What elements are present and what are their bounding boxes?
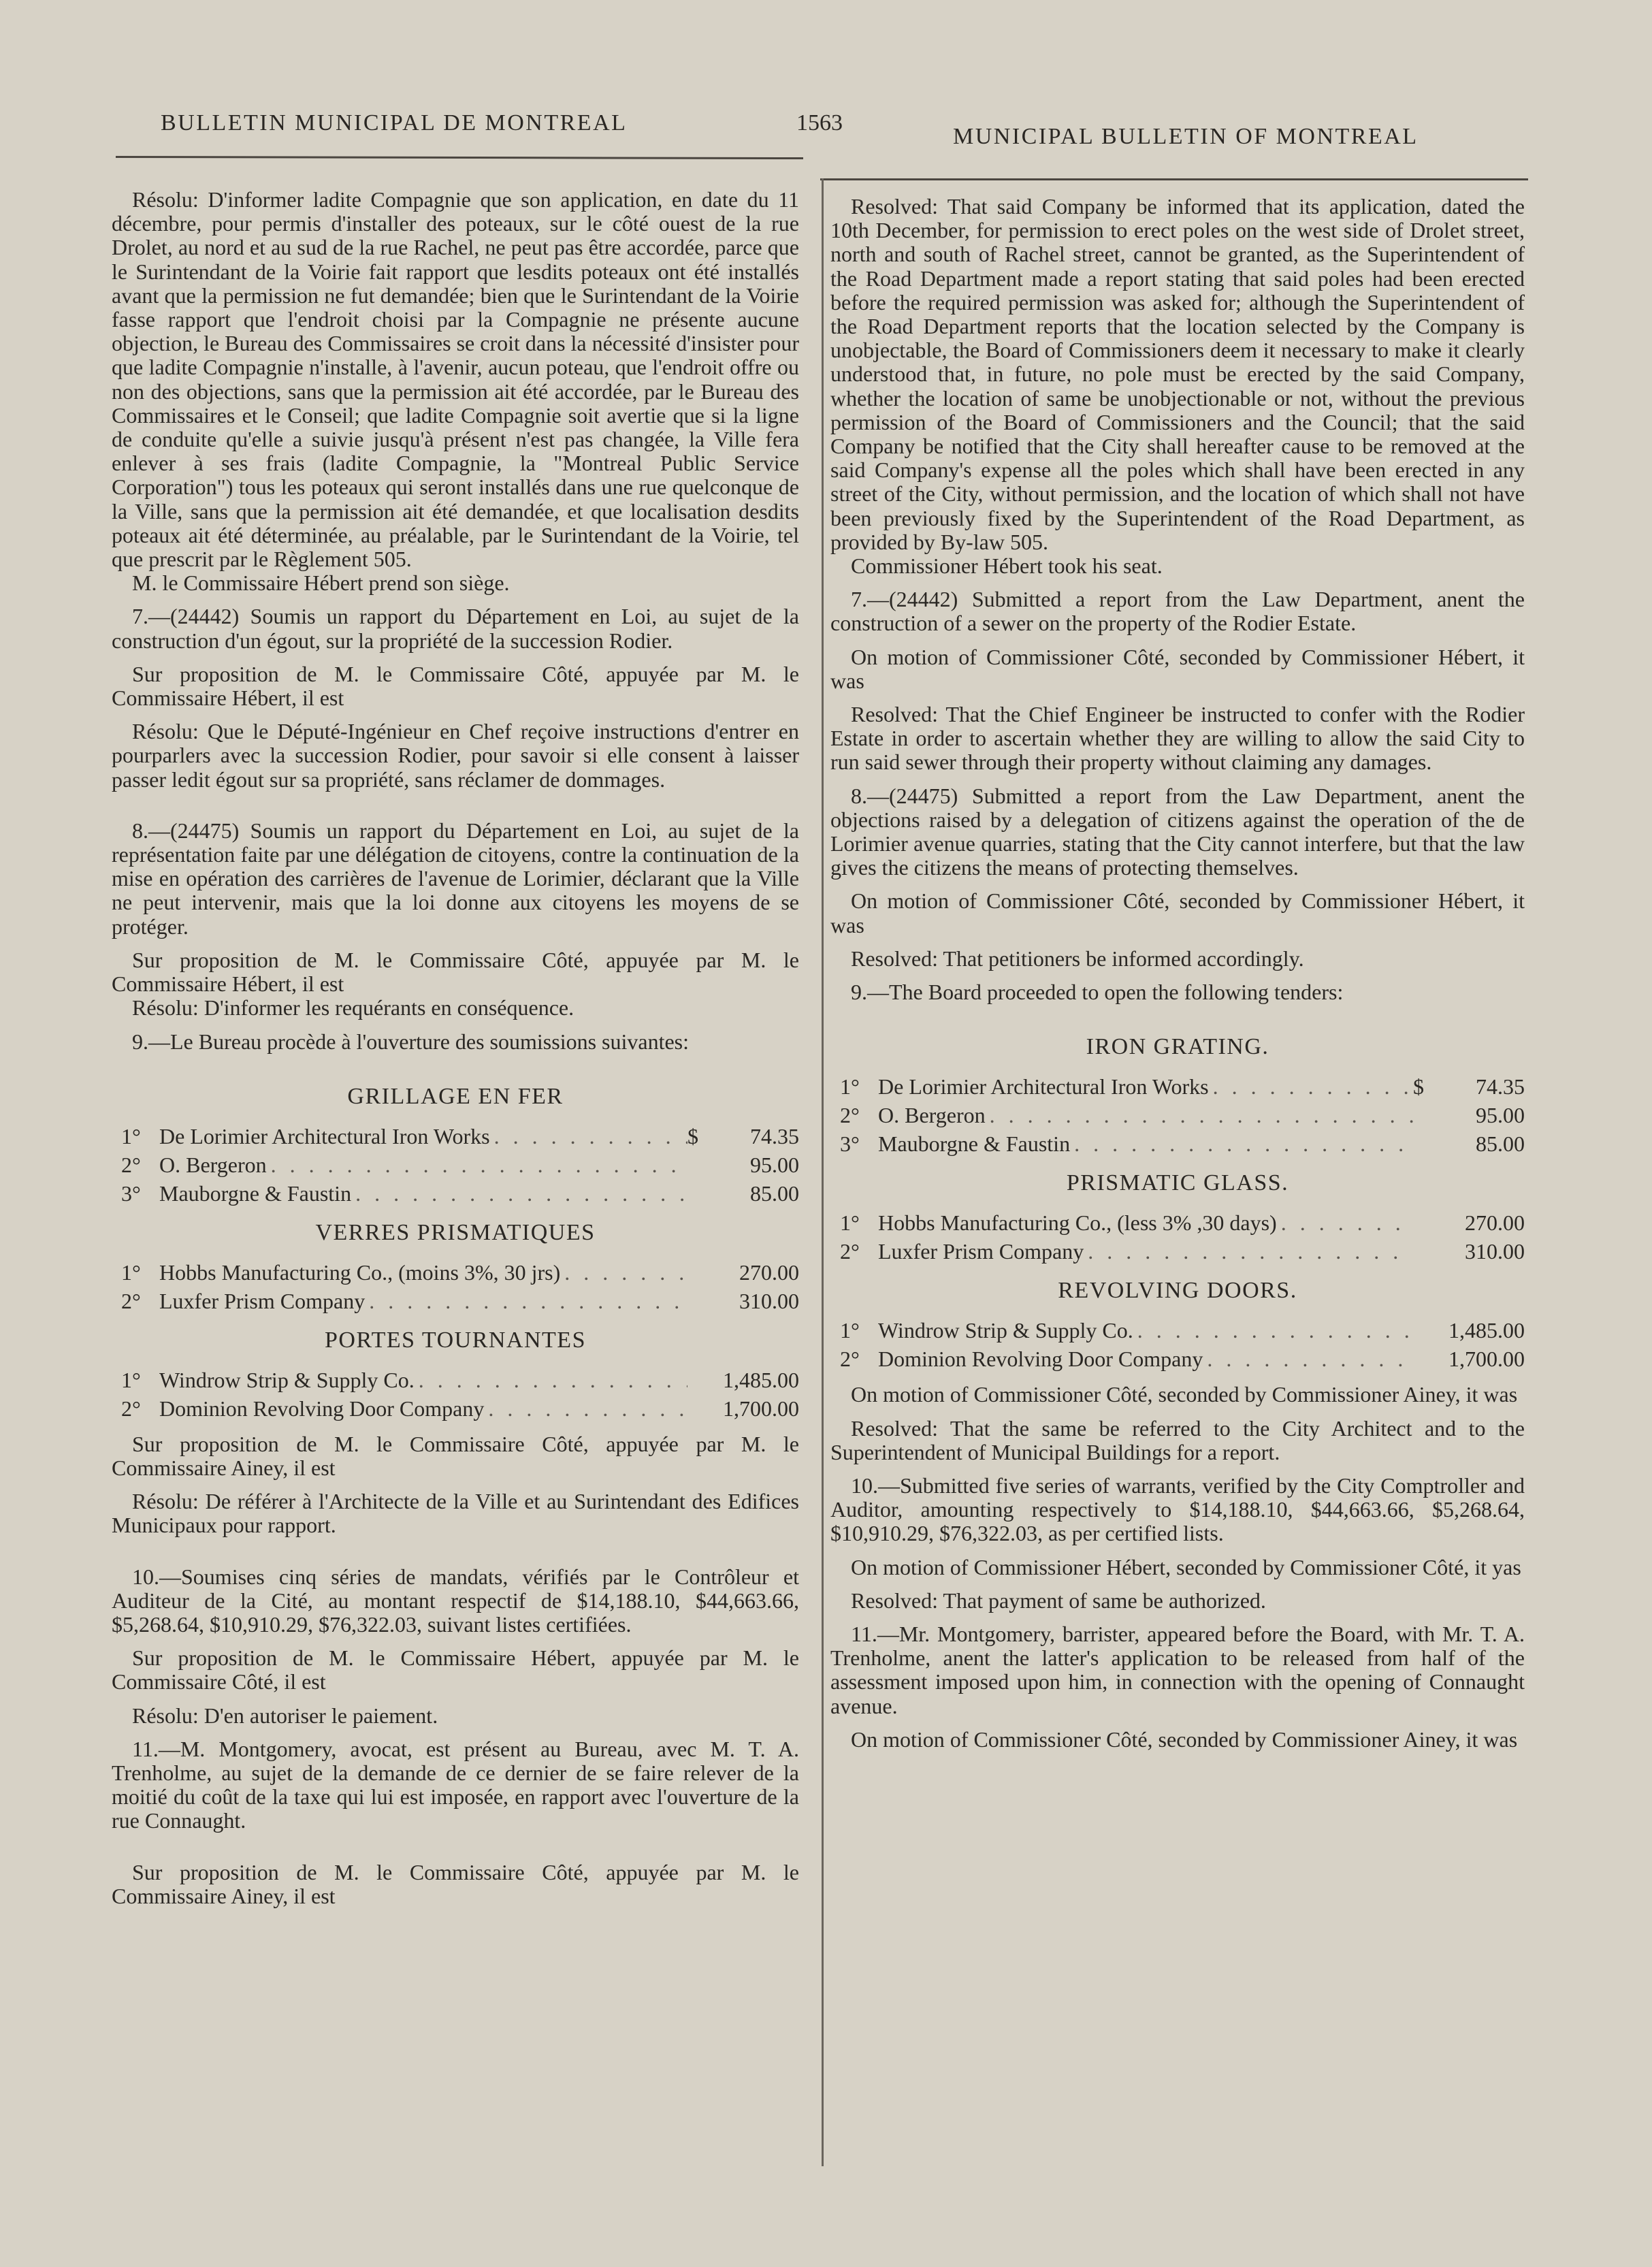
- paragraph: Sur proposition de M. le Commissaire Côté, appuyée par M. le Commissaire Hébert, il est: [112, 661, 799, 711]
- tender-row: 2° Luxfer Prism Company . . . 310.00: [112, 1287, 799, 1315]
- paragraph: On motion of Commissioner Côté, seconded by Commissioner Hébert, it was: [830, 888, 1525, 937]
- paragraph: On motion of Commissioner Côté, seconded by Commissioner Ainey, it was: [851, 1382, 1518, 1407]
- paragraph: Resolved: That said Company be informed that its application, dated the 10th December, for permission to erect poles on the west side of Drolet street, north and south of Rachel street, cannot be granted, as the Superintendent of the Road Department made a report stating that said poles had been erected before the required permission was asked for; although the Superintendent of the Road Department reports that the location selected by the Company is unobjectable, the Board of Commissioners deem it necessary to make it clearly understood that, in future, no pole must be erected by the said Company, whether the location of same be unobjectionable or not, without the previous permission of the Board of Commissioners and the Council; that the said Company be notified that the City shall hereafter cause to be removed at the said Company's expense all the poles which shall have been erected in any street of the City, without permission, and the location of which shall not have been previously fixed by the Superintendent of the Road Department, as provided by By-law 505.: [830, 194, 1525, 554]
- paragraph: Commissioner Hébert took his seat.: [851, 553, 1163, 579]
- column-divider: [822, 178, 824, 2166]
- paragraph: Résolu: D'en autoriser le paiement.: [132, 1703, 438, 1728]
- tender-row: 2° Dominion Revolving Door Company . . . 1,700.00: [112, 1394, 799, 1423]
- paragraph: 8.—(24475) Soumis un rapport du Département en Loi, au sujet de la représentation faite par une délégation de citoyens, contre la continuation de la mise en opération des carrières de l'avenue de Lorimier, déclarant que la Ville ne peut intervenir, mais que la loi donne aux citoyens les moyens de se protéger.: [112, 818, 799, 939]
- section-heading: GRILLAGE EN FER: [347, 1083, 564, 1109]
- paragraph: On motion of Commissioner Côté, seconded by Commissioner Ainey, it was: [851, 1726, 1518, 1752]
- section-heading: IRON GRATING.: [1086, 1034, 1269, 1060]
- tender-row: 3° Mauborgne & Faustin . . . 85.00: [112, 1179, 799, 1208]
- tender-row: 2° Dominion Revolving Door Company . . . 1,700.00: [830, 1345, 1525, 1373]
- tender-row: 1° Hobbs Manufacturing Co., (moins 3%, 30 jrs) . . . 270.00: [112, 1258, 799, 1287]
- paragraph: On motion of Commissioner Hébert, seconded by Commissioner Côté, it yas: [851, 1554, 1521, 1579]
- paragraph: Résolu: De référer à l'Architecte de la Ville et au Surintendant des Edifices Municipaux pour rapport.: [112, 1489, 799, 1538]
- paragraph: Sur proposition de M. le Commissaire Côté, appuyée par M. le Commissaire Ainey, il est: [112, 1431, 799, 1480]
- paragraph: 11.—Mr. Montgomery, barrister, appeared before the Board, with Mr. T. A. Trenholme, anent the latter's application to be released from half of the assessment imposed upon him, in connection with the opening of Connaught avenue.: [830, 1621, 1525, 1718]
- header-french-title: BULLETIN MUNICIPAL DE MONTREAL: [161, 110, 628, 135]
- paragraph: 10.—Submitted five series of warrants, verified by the City Comptroller and Auditor, amounting respectively to $14,188.10, $44,663.66, $5,268.64, $10,910.29, $76,322.03, as per certified lists.: [830, 1473, 1525, 1546]
- tender-row: 1° De Lorimier Architectural Iron Works . . . $ 74.35: [830, 1072, 1525, 1101]
- paragraph: Resolved: That payment of same be authorized.: [851, 1588, 1266, 1613]
- section-heading: REVOLVING DOORS.: [1058, 1278, 1297, 1304]
- section-heading: PORTES TOURNANTES: [325, 1327, 586, 1353]
- tender-row: 2° O. Bergeron . . . 95.00: [112, 1151, 799, 1179]
- paragraph: 7.—(24442) Submitted a report from the Law Department, anent the construction of a sewer on the property of the Rodier Estate.: [830, 587, 1525, 636]
- paragraph: 10.—Soumises cinq séries de mandats, vérifiés par le Contrôleur et Auditeur de la Cité, au montant respectif de $14,188.10, $44,663.66, $5,268.64, $10,910.29, $76,322.03, suivant listes certifiées.: [112, 1564, 799, 1637]
- english-column: [830, 195, 1525, 1752]
- french-column: [112, 188, 799, 1908]
- paragraph: Résolu: Que le Député-Ingénieur en Chef reçoive instructions d'entrer en pourparlers avec la succession Rodier, pour savoir si elle consent à laisser passer ledit égout sur sa propriété, sans réclamer de dommages.: [112, 719, 799, 792]
- header-rule-left: [116, 156, 803, 159]
- tender-row: 1° Windrow Strip & Supply Co. . . . 1,485.00: [830, 1316, 1525, 1345]
- paragraph: M. le Commissaire Hébert prend son siège.: [132, 570, 510, 596]
- tender-row: 2° O. Bergeron . . . 95.00: [830, 1101, 1525, 1129]
- tender-row: 3° Mauborgne & Faustin . . . 85.00: [830, 1129, 1525, 1158]
- tender-row: 1° De Lorimier Architectural Iron Works . . . $ 74.35: [112, 1122, 799, 1151]
- header-rule-right: [820, 178, 1528, 180]
- paragraph: Résolu: D'informer ladite Compagnie que son application, en date du 11 décembre, pour permis d'installer des poteaux, sur le côté ouest de la rue Drolet, au nord et au sud de la rue Rachel, ne peut pas être accordée, parce que le Surintendant de la Voirie fait rapport que lesdits poteaux ont été installés avant que la permission ne fut demandée; bien que le Surintendant de la Voirie fasse rapport que l'endroit choisi par la Compagnie ne présente aucune objection, le Bureau des Commissaires se croit dans la nécessité d'insister pour que ladite Compagnie n'installe, à l'avenir, aucun poteau, que l'endroit offre ou non des objections, sans que la permission ait été accordée, par le Bureau des Commissaires et le Conseil; que ladite Compagnie soit avertie que si la ligne de conduite qu'elle a suivie jusqu'à présent n'est pas changée, la Ville fera enlever à ses frais (ladite Compagnie, la "Montreal Public Service Corporation") tous les poteaux qui seront installés dans une rue quelconque de la Ville, sans que la permission ait été demandée, et que localisation desdits poteaux ait été déterminée, au préalable, par le Surintendant de la Voirie, tel que prescrit par le Règlement 505.: [112, 187, 799, 572]
- section-heading: PRISMATIC GLASS.: [1066, 1170, 1289, 1196]
- section-heading: VERRES PRISMATIQUES: [315, 1219, 596, 1245]
- paragraph: Resolved: That the Chief Engineer be instructed to confer with the Rodier Estate in order to ascertain whether they are willing to allow the said City to run said sewer through their property without claiming any damages.: [830, 702, 1525, 775]
- paragraph: 8.—(24475) Submitted a report from the Law Department, anent the objections raised by a delegation of citizens against the operation of the de Lorimier avenue quarries, stating that the City cannot interfere, but that the law gives the citizens the means of protecting themselves.: [830, 783, 1525, 880]
- paragraph: Sur proposition de M. le Commissaire Côté, appuyée par M. le Commissaire Ainey, il est: [112, 1859, 799, 1908]
- paragraph: 9.—Le Bureau procède à l'ouverture des soumissions suivantes:: [132, 1029, 690, 1054]
- paragraph: 11.—M. Montgomery, avocat, est présent au Bureau, avec M. T. A. Trenholme, au sujet de la demande de ce dernier de se faire relever de la moitié du coût de la taxe qui lui est imposée, en rapport avec l'ouverture de la rue Connaught.: [112, 1736, 799, 1833]
- paragraph: Résolu: D'informer les requérants en conséquence.: [132, 995, 574, 1020]
- tender-row: 2° Luxfer Prism Company . . . 310.00: [830, 1237, 1525, 1266]
- tender-row: 1° Windrow Strip & Supply Co. . . . 1,485.00: [112, 1366, 799, 1394]
- page-number: 1563: [796, 110, 843, 135]
- paragraph: 9.—The Board proceeded to open the following tenders:: [851, 980, 1344, 1005]
- header-english-title: MUNICIPAL BULLETIN OF MONTREAL: [953, 124, 1419, 149]
- paragraph: Resolved: That the same be referred to the City Architect and to the Superintendent of Municipal Buildings for a report.: [830, 1415, 1525, 1464]
- tender-row: 1° Hobbs Manufacturing Co., (less 3% ,30 days) . . . 270.00: [830, 1208, 1525, 1237]
- paragraph: Resolved: That petitioners be informed accordingly.: [851, 946, 1304, 971]
- paragraph: 7.—(24442) Soumis un rapport du Département en Loi, au sujet de la construction d'un égout, sur la propriété de la succession Rodier.: [112, 604, 799, 653]
- paragraph: On motion of Commissioner Côté, seconded by Commissioner Hébert, it was: [830, 644, 1525, 693]
- paragraph: Sur proposition de M. le Commissaire Hébert, appuyée par M. le Commissaire Côté, il est: [112, 1645, 799, 1694]
- paragraph: Sur proposition de M. le Commissaire Côté, appuyée par M. le Commissaire Hébert, il est: [112, 947, 799, 997]
